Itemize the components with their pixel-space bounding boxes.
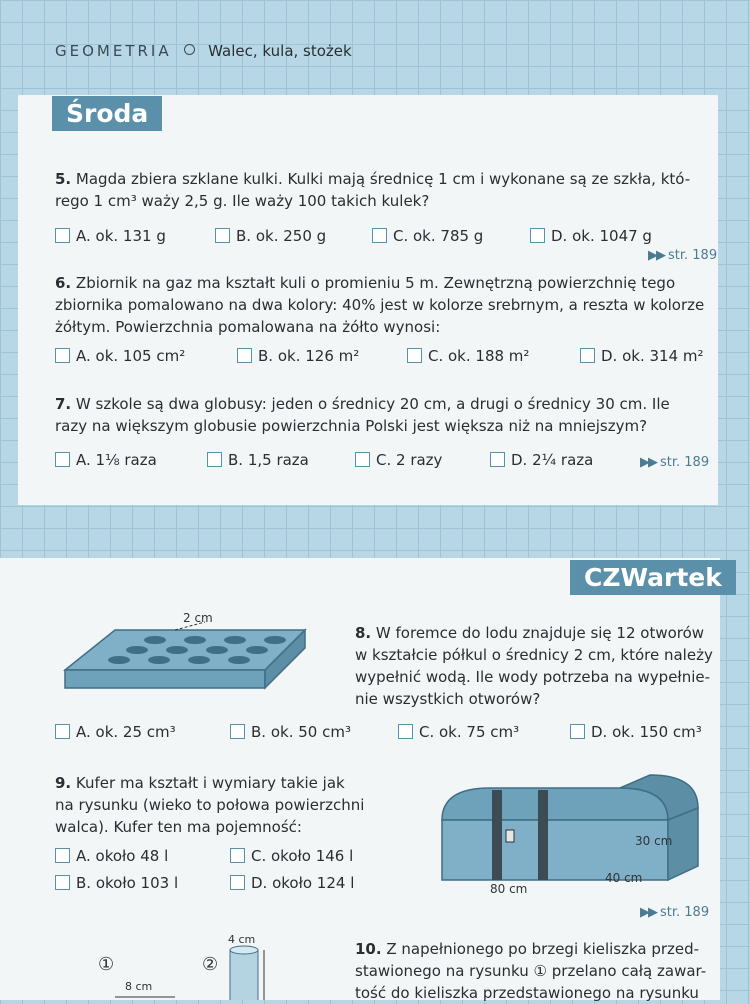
checkbox[interactable]: [55, 724, 70, 739]
question-5: [55, 168, 715, 212]
checkbox[interactable]: [490, 452, 505, 467]
option-c[interactable]: [407, 347, 529, 365]
question-number: 5.: [55, 170, 72, 188]
question-6: [55, 272, 720, 338]
question-text-line: zbiornika pomalowano na dwa kolory: 40% jest w kolorze srebrnym, a reszta w kolorze: [55, 296, 705, 314]
checkbox[interactable]: [230, 875, 245, 890]
checkbox[interactable]: [355, 452, 370, 467]
option-label: C. ok. 785 g: [393, 227, 484, 245]
option-b[interactable]: [207, 451, 309, 469]
question-text-line: W szkole są dwa globusy: jeden o średnicy 20 cm, a drugi o średnicy 30 cm. Ile: [75, 395, 670, 413]
option-a[interactable]: [55, 227, 166, 245]
option-label: A. ok. 105 cm²: [76, 347, 186, 365]
ice-tray-figure: [55, 608, 315, 703]
question-text-line: żółtym. Powierzchnia pomalowana na żółto wynosi:: [55, 318, 441, 336]
question-9: [55, 772, 395, 838]
checkbox[interactable]: [55, 875, 70, 890]
checkbox[interactable]: [230, 724, 245, 739]
checkbox[interactable]: [55, 348, 70, 363]
page-reference: ▶▶ str. 189: [640, 455, 710, 470]
option-label: A. około 48 l: [76, 847, 169, 865]
figure-number-2: ②: [202, 954, 219, 975]
option-b[interactable]: [237, 347, 359, 365]
option-label: C. 2 razy: [376, 451, 443, 469]
option-label: A. ok. 25 cm³: [76, 723, 176, 741]
dimension-length: 80 cm: [490, 882, 528, 895]
dimension-depth: 40 cm: [605, 871, 643, 885]
question-text-line: Magda zbiera szklane kulki. Kulki mają średnicę 1 cm i wykonane są ze szkła, któ-: [75, 170, 691, 188]
glasses-figure: [90, 925, 280, 1000]
option-b[interactable]: [230, 723, 351, 741]
option-a[interactable]: [55, 347, 185, 365]
option-label: B. około 103 l: [76, 874, 179, 892]
option-label: A. ok. 131 g: [76, 227, 166, 245]
checkbox[interactable]: [230, 848, 245, 863]
checkbox[interactable]: [55, 848, 70, 863]
option-b[interactable]: [215, 227, 326, 245]
question-number: 10.: [355, 940, 382, 958]
checkbox[interactable]: [215, 228, 230, 243]
option-b[interactable]: [55, 874, 178, 892]
option-label: B. ok. 50 cm³: [251, 723, 351, 741]
option-label: B. 1,5 raza: [228, 451, 309, 469]
checkbox[interactable]: [570, 724, 585, 739]
checkbox[interactable]: [580, 348, 595, 363]
chapter-header: [55, 42, 352, 60]
question-text-line: tość do kieliszka przedstawionego na rysunku: [355, 984, 699, 1002]
option-label: B. ok. 126 m²: [258, 347, 360, 365]
option-d[interactable]: [230, 874, 354, 892]
tray-front: [65, 670, 265, 688]
page-reference: ▶▶ str. 189: [640, 905, 710, 920]
question-text-line: W foremce do lodu znajduje się 12 otworów: [375, 624, 705, 642]
option-c[interactable]: [372, 227, 483, 245]
option-label: B. ok. 250 g: [236, 227, 327, 245]
checkbox[interactable]: [398, 724, 413, 739]
double-arrow-icon: ▶▶: [640, 905, 656, 920]
dimension-label: 2 cm: [183, 611, 213, 625]
question-text-line: wypełnić wodą. Ile wody potrzeba na wypełnie-: [355, 668, 711, 686]
question-text-line: stawionego na rysunku ① przelano całą zawar-: [355, 962, 707, 980]
circle-bullet-icon: [184, 44, 195, 55]
option-a[interactable]: [55, 847, 168, 865]
day-label-thursday: CZWartek: [570, 560, 736, 595]
double-arrow-icon: ▶▶: [640, 455, 656, 470]
option-label: C. ok. 188 m²: [428, 347, 530, 365]
option-d[interactable]: [490, 451, 593, 469]
question-number: 7.: [55, 395, 72, 413]
option-a[interactable]: [55, 451, 157, 469]
dimension-height: 30 cm: [635, 834, 673, 848]
question-text-line: w kształcie półkul o średnicy 2 cm, które należy: [355, 646, 713, 664]
dimension-diameter: 8 cm: [125, 980, 153, 993]
question-number: 8.: [355, 624, 372, 642]
option-label: C. ok. 75 cm³: [419, 723, 520, 741]
double-arrow-icon: ▶▶: [648, 248, 664, 263]
checkbox[interactable]: [407, 348, 422, 363]
option-label: D. ok. 150 cm³: [591, 723, 702, 741]
option-c[interactable]: [355, 451, 442, 469]
option-label: A. 1⅛ raza: [76, 451, 157, 469]
option-label: D. 2¼ raza: [511, 451, 594, 469]
option-label: D. ok. 1047 g: [551, 227, 652, 245]
option-label: D. około 124 l: [251, 874, 355, 892]
option-c[interactable]: [398, 723, 519, 741]
question-text-line: rego 1 cm³ waży 2,5 g. Ile waży 100 takich kulek?: [55, 192, 430, 210]
dimension-width: 4 cm: [228, 933, 256, 946]
question-number: 9.: [55, 774, 72, 792]
question-number: 6.: [55, 274, 72, 292]
question-text-line: nie wszystkich otworów?: [355, 690, 541, 708]
chest-figure: [430, 770, 720, 895]
checkbox[interactable]: [372, 228, 387, 243]
page-reference: ▶▶ str. 189: [648, 248, 718, 263]
option-d[interactable]: [570, 723, 702, 741]
checkbox[interactable]: [530, 228, 545, 243]
question-text-line: Kufer ma kształt i wymiary takie jak: [75, 774, 345, 792]
option-d[interactable]: [580, 347, 704, 365]
option-d[interactable]: [530, 227, 652, 245]
subject-title: GEOMETRIA: [55, 42, 172, 60]
option-c[interactable]: [230, 847, 353, 865]
day-label-wednesday: Środa: [52, 96, 162, 131]
question-7: [55, 393, 720, 437]
question-text-line: razy na większym globusie powierzchnia Polski jest większa niż na mniejszym?: [55, 417, 648, 435]
question-text-line: Zbiornik na gaz ma kształt kuli o promieniu 5 m. Zewnętrzną powierzchnię tego: [75, 274, 676, 292]
checkbox[interactable]: [207, 452, 222, 467]
question-8: [355, 622, 725, 710]
figure-number-1: ①: [98, 954, 115, 975]
option-label: D. ok. 314 m²: [601, 347, 704, 365]
checkbox[interactable]: [55, 452, 70, 467]
question-10: [355, 938, 725, 1004]
option-a[interactable]: [55, 723, 176, 741]
question-text-line: walca). Kufer ten ma pojemność:: [55, 818, 302, 836]
checkbox[interactable]: [237, 348, 252, 363]
checkbox[interactable]: [55, 228, 70, 243]
topic-title: Walec, kula, stożek: [208, 42, 352, 60]
option-label: C. około 146 l: [251, 847, 354, 865]
question-text-line: na rysunku (wieko to połowa powierzchni: [55, 796, 365, 814]
question-text-line: Z napełnionego po brzegi kieliszka przed-: [386, 940, 700, 958]
